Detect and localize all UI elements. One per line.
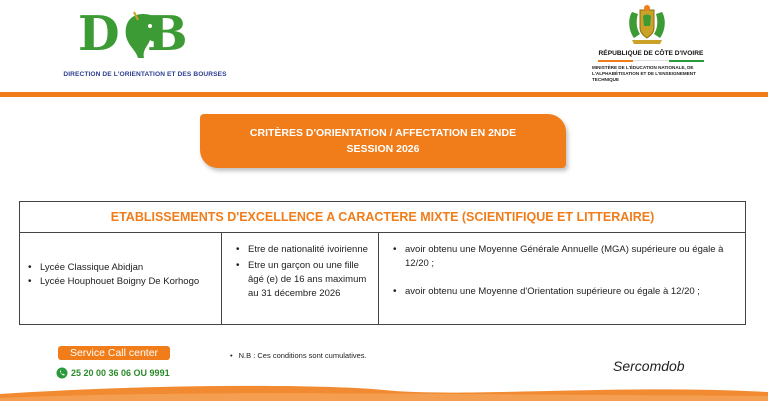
table-heading: ETABLISSEMENTS D'EXCELLENCE A CARACTERE MIXTE (SCIENTIFIQUE ET LITTERAIRE) [20, 202, 745, 233]
phone-line[interactable] [56, 367, 170, 379]
title-line-1: CRITÈRES D'ORIENTATION / AFFECTATION EN 2NDE [249, 127, 517, 139]
note-text: • N.B : Ces conditions sont cumulatives. [230, 351, 367, 360]
list-item: • Lycée Houphouet Boigny De Korhogo [40, 275, 215, 289]
signature: Sercomdob [613, 358, 685, 374]
service-label: Service Call center [58, 346, 170, 360]
bottom-decoration [0, 380, 768, 401]
header-divider [0, 92, 768, 97]
schools-column [20, 233, 222, 324]
list-item: • avoir obtenu une Moyenne Générale Annuelle (MGA) supérieure ou égale à 12/20 ; [405, 243, 741, 271]
list-item: • Lycée Classique Abidjan [40, 261, 215, 275]
coat-of-arms-icon [624, 4, 670, 46]
list-item: • avoir obtenu une Moyenne d'Orientation supérieure ou égale à 12/20 ; [405, 285, 741, 299]
republic-block [586, 2, 716, 88]
list-item: • Etre de nationalité ivoirienne [248, 243, 374, 257]
dob-logo [60, 6, 230, 84]
dob-subtitle: DIRECTION DE L'ORIENTATION ET DES BOURSES [63, 71, 227, 78]
flag-bar [598, 60, 704, 62]
criteria-table [19, 201, 746, 325]
title-line-2: SESSION 2026 [346, 143, 420, 155]
whatsapp-icon [56, 367, 68, 379]
phone-number: 25 20 00 36 06 OU 9991 [71, 368, 170, 378]
page-title [200, 114, 566, 168]
conditions-column [222, 233, 379, 324]
ministry-name: MINISTÈRE DE L'ÉDUCATION NATIONALE, DE L'ALPHABÉTISATION ET DE L'ENSEIGNEMENT TECHNIQUE [592, 65, 696, 82]
grades-column [379, 233, 745, 324]
list-item: • Etre un garçon ou une fille âgé (e) de 16 ans maximum au 31 décembre 2026 [248, 259, 374, 301]
republic-name: RÉPUBLIQUE DE CÔTE D'IVOIRE [598, 50, 704, 57]
dob-logo-letters: D B [78, 6, 186, 62]
